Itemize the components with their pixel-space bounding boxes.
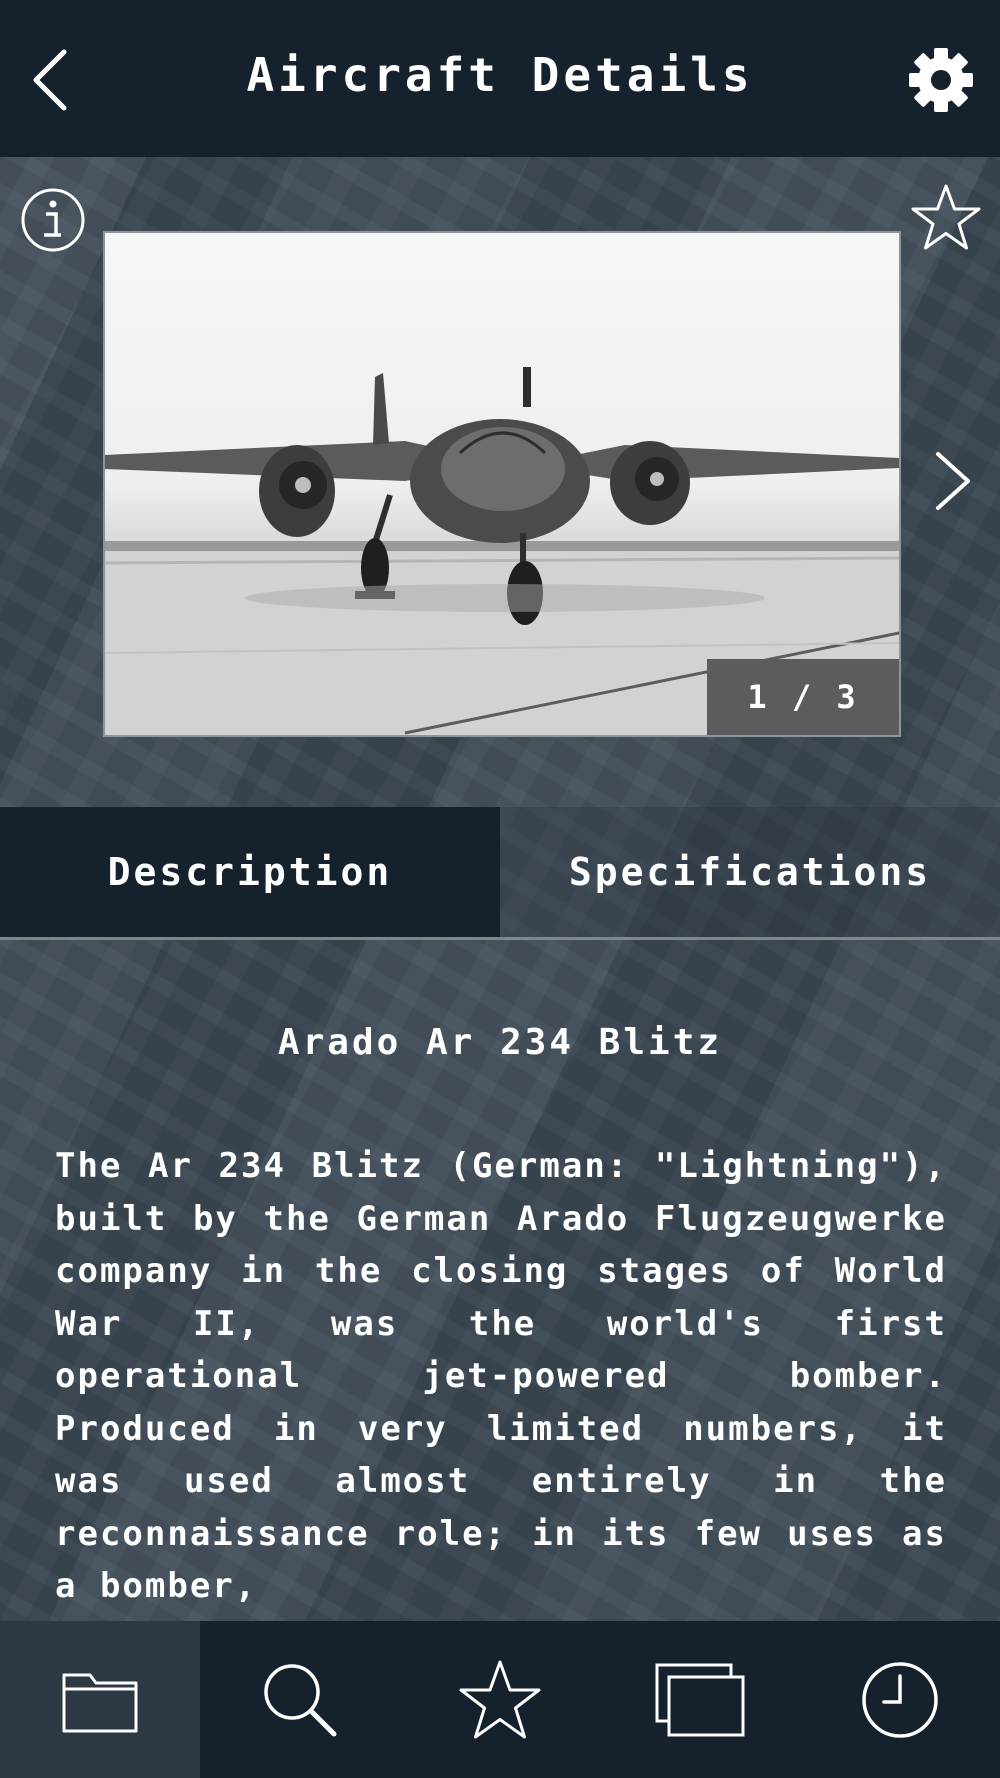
star-icon <box>458 1658 542 1742</box>
star-outline-icon <box>910 182 982 254</box>
favorite-button[interactable] <box>910 182 982 254</box>
tabs-divider <box>0 937 1000 940</box>
bottom-navigation <box>0 1621 1000 1778</box>
settings-button[interactable] <box>905 44 977 116</box>
tab-description[interactable]: Description <box>0 807 500 937</box>
nav-gallery[interactable] <box>600 1621 800 1778</box>
nav-search[interactable] <box>200 1621 400 1778</box>
search-icon <box>260 1660 340 1740</box>
aircraft-description: The Ar 234 Blitz (German: "Lightning"), built by the German Arado Flugzeugwerke company in the closing stages of World War II, was the world's first operational jet-powered bomber. Produced in very limited numbers, it was used almost entirely in the reconnaissance role; in its few uses as a bomber, <box>55 1146 947 1606</box>
next-image-button[interactable] <box>928 446 978 516</box>
chevron-right-icon <box>928 446 978 516</box>
nav-history[interactable] <box>800 1621 1000 1778</box>
gallery-icon <box>655 1663 745 1737</box>
info-icon <box>20 187 86 253</box>
tab-specifications[interactable]: Specifications <box>500 807 1000 937</box>
history-clock-icon <box>860 1660 940 1740</box>
detail-tabs <box>0 807 1000 937</box>
page-title: Aircraft Details <box>246 48 754 102</box>
aircraft-photo[interactable] <box>103 231 901 737</box>
gear-icon <box>905 44 977 116</box>
nav-favorites[interactable] <box>400 1621 600 1778</box>
aircraft-name: Arado Ar 234 Blitz <box>277 1022 723 1063</box>
image-counter: 1 / 3 <box>707 659 899 735</box>
folder-icon <box>60 1665 140 1735</box>
info-button[interactable] <box>20 187 86 253</box>
nav-catalog[interactable] <box>0 1621 200 1778</box>
top-bar <box>0 0 1000 157</box>
